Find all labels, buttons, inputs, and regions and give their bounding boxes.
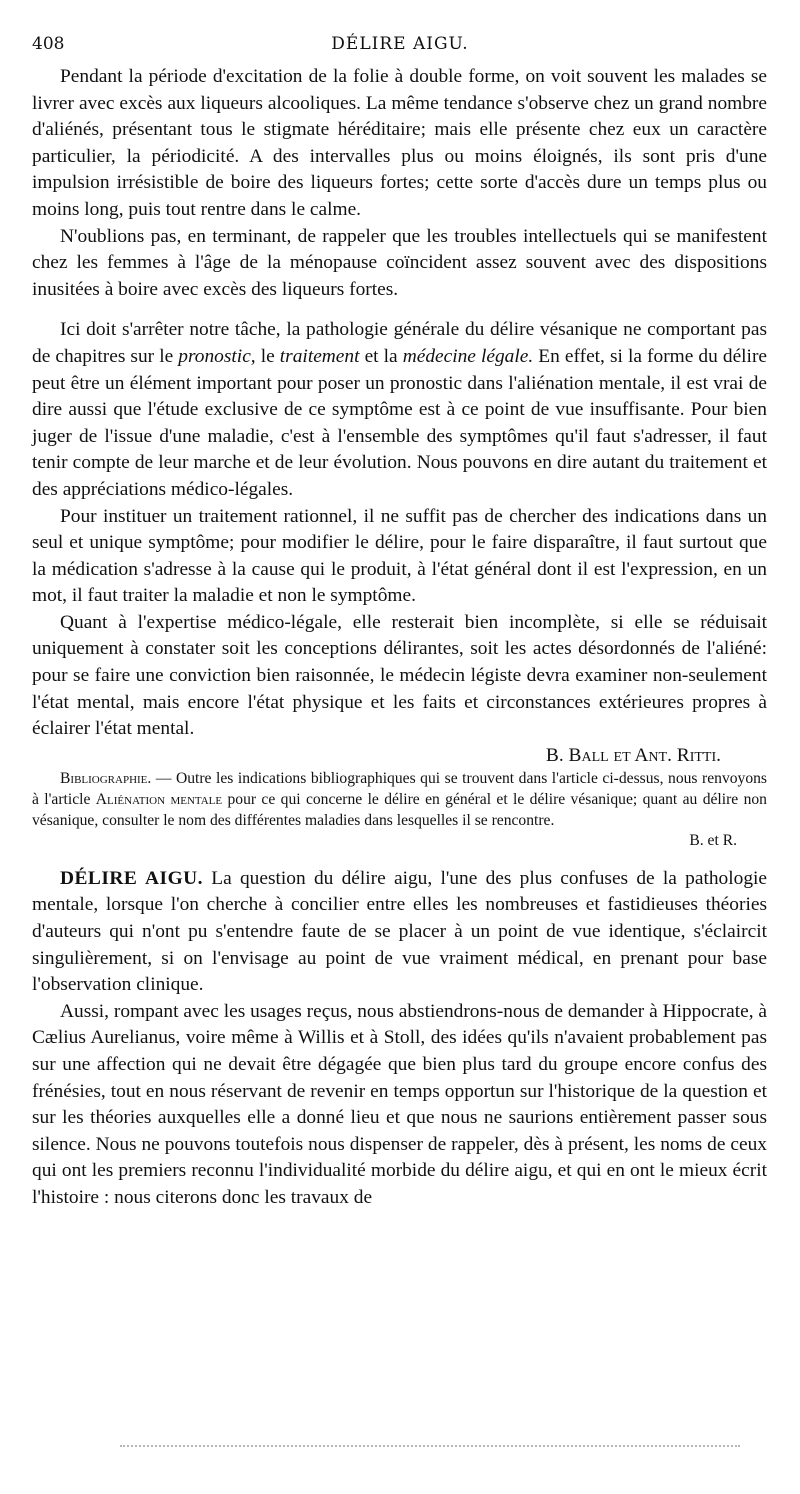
entry-delire-aigu-intro <box>32 866 767 999</box>
paragraph-conclusion <box>32 317 767 503</box>
bibliography-label: Bibliographie. <box>60 770 152 788</box>
entry-delire-aigu-history: Aussi, rompant avec les usages reçus, nous abstiendrons-nous de demander à Hippocrate, à Cælius Aurelianus, voire même à Willis et à Stoll, des idées qu'ils n'avaient probablement pas sur une affection qui ne devait être dégagée que bien plus tard du groupe encore confus des frénésies, tout en nous réservant de revenir en temps opportun sur l'historique de la question et sur les théories auxquelles elle a donné lieu et que nous ne saurions entièrement passer sous silence. Nous ne pouvons toutefois nous dispenser de rappeler, dès à présent, les noms de ceux qui ont les premiers reconnu l'individualité morbide du délire aigu, et qui en ont le mieux écrit l'histoire : nous citerons donc les travaux de <box>32 1000 768 1208</box>
running-title: DÉLIRE AIGU. <box>331 34 469 54</box>
text-run: Ici doit s'arrêter notre tâche, la pathologie générale du délire vésanique ne comportant pas de chapitres sur le <box>32 319 767 367</box>
bibliography-reference: Aliénation mentale <box>95 791 223 809</box>
bottom-dotted-rule <box>120 1445 740 1447</box>
italic-pronostic: pronostic, <box>178 345 256 367</box>
page-header <box>32 34 768 60</box>
entry-title: DÉLIRE AIGU. <box>60 867 204 889</box>
paragraph-alcohol-excess: Pendant la période d'excitation de la folie à double forme, on voit souvent les malades se livrer avec excès aux liqueurs alcooliques. La même tendance s'observe chez un grand nombre d'aliénés, présentant tous le stigmate héréditaire; mais elle présente chez eux un caractère particulier, la périodicité. A des intervalles plus ou moins éloignés, ils sont pris d'une impulsion irrésistible de boire des liqueurs fortes; cette sorte d'accès dure un temps plus ou moins long, puis tout rentre dans le calme. <box>32 66 767 220</box>
page-body <box>32 64 767 1212</box>
paragraph-treatment: Pour instituer un traitement rationnel, il ne suffit pas de chercher des indications dans un seul et unique symptôme; pour modifier le délire, pour le faire disparaître, il faut surtout que la médication s'adresse à la cause qui le produit, à l'état général dont il est l'expression, en un mot, il faut traiter la maladie et non le symptôme. <box>32 505 767 607</box>
italic-traitement: traitement <box>279 345 360 367</box>
signature-text: B. Ball et Ant. Ritti. <box>545 744 721 766</box>
paragraph-medico-legal: Quant à l'expertise médico-légale, elle resterait bien incomplète, si elle se réduisait uniquement à constater soit les conceptions délirantes, soit les actes désordonnés de l'aliéné: pour se faire une conviction bien raisonnée, le médecin légiste devra examiner non-seulement l'état mental, mais encore l'état physique et les faits et circonstances extérieures propres à éclairer l'état mental. <box>32 611 767 740</box>
bibliography-initials: B. et R. <box>689 832 737 850</box>
paragraph-menopause: N'oublions pas, en terminant, de rappeler que les troubles intellectuels qui se manifestent chez les femmes à l'âge de la ménopause coïncident assez souvent avec des dispositions inusitées à boire avec excès des liqueurs fortes. <box>32 225 767 300</box>
text-run: pour ce qui concerne le délire en général et le délire vésanique; quant au délire non vésanique, consulter le nom des différentes maladies dans lesquelles il se rencontre. <box>32 791 767 829</box>
text-run: le <box>255 345 280 367</box>
text-run: La question du délire aigu, l'une des plus confuses de la pathologie mentale, lorsque l'on cherche à concilier entre elles les nombreuses et fastidieuses théories d'auteurs qui n'ont pu s'entendre faute de se placer à un point de vue identique, s'éclaircit singulièrement, si on l'envisage au point de vue vraiment médical, en prenant pour base l'observation clinique. <box>32 867 768 996</box>
text-run: et la <box>359 345 403 367</box>
italic-medecine-legale: médecine légale. <box>402 345 534 367</box>
author-signature <box>32 743 767 770</box>
text-run: En effet, si la forme du délire peut être un élément important pour poser un pronostic dans l'aliénation mentale, il est vrai de dire aussi que l'étude exclusive de ce symptôme est à ce point de vue insuffisante. Pour bien juger de l'issue d'une maladie, c'est à l'ensemble des symptômes qu'il faut s'adresser, il faut tenir compte de leur marche et de leur évolution. Nous pouvons en dire autant du traitement et des appréciations médico-légales. <box>32 345 768 500</box>
page-number: 408 <box>32 34 65 54</box>
bibliography-note <box>32 769 767 831</box>
text-run: — Outre les indications bibliographiques qui se trouvent dans l'article ci-dessus, nous renvoyons à l'article <box>32 770 767 809</box>
